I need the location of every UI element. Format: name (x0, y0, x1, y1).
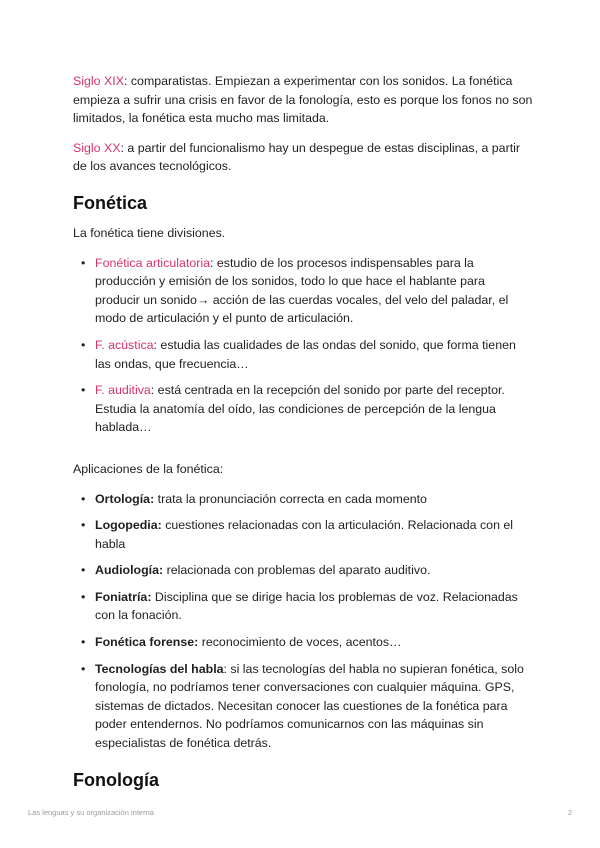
list-item: • F. auditiva: está centrada en la recepción del sonido por parte del receptor. Estudia la anatomía del oído, las condiciones de percepción de la lengua hablada… (81, 383, 505, 435)
paragraph-aplicaciones: Aplicaciones de la fonética: (73, 461, 224, 476)
list-item: • F. acústica: estudia las cualidades de las ondas del sonido, que forma tienen las ondas, que frecuencia… (81, 337, 516, 371)
list-item: • Fonética articulatoria: estudio de los procesos indispensables para la producción y emisión de los sonidos, todo lo que hace el hablante para producir un sonido→ acción de las cuerdas vocales, del velo del paladar, el modo de articulación y el punto de articulación. (81, 255, 509, 326)
bullet-icon: • (81, 661, 86, 676)
page-number: 2 (567, 808, 572, 817)
bullet-icon: • (81, 255, 86, 270)
term-siglo-xx: Siglo XX (73, 140, 121, 155)
term-siglo-xix: Siglo XIX (73, 74, 124, 88)
list-item: • Ortología: trata la pronunciación correcta en cada momento (73, 490, 533, 509)
list-item: • Audiología: relacionada con problemas del aparato auditivo. (73, 561, 533, 580)
heading-fonologia: Fonología (73, 769, 159, 790)
page-footer (28, 808, 572, 817)
bullet-icon: • (81, 518, 86, 533)
applications-list (73, 490, 533, 753)
paragraph-siglo-xix: Siglo XIX: comparatistas. Empiezan a experimentar con los sonidos. La fonética empieza a sufrir una crisis en favor de la fonología, esto es porque los fonos no son limitados, la fonética esta mucho mas limitada. (73, 74, 533, 126)
heading-fonetica: Fonética (73, 192, 148, 213)
list-item: • Logopedia: cuestiones relacionadas con la articulación. Relacionada con el habla (81, 518, 514, 551)
bullet-icon: • (81, 383, 86, 398)
list-item: • Fonética forense: reconocimiento de voces, acentos… (73, 633, 533, 652)
bullet-icon: • (81, 491, 86, 506)
footer-title: Las lenguas y su organización interna (28, 808, 154, 817)
bullet-icon: • (81, 337, 86, 352)
document-body (73, 72, 533, 801)
paragraph-divisiones: La fonética tiene divisiones. (73, 225, 226, 240)
bullet-icon: • (81, 563, 86, 578)
list-item: • Foniatría: Disciplina que se dirige hacia los problemas de voz. Relacionadas con la fonación. (81, 589, 518, 623)
bullet-icon: • (81, 589, 86, 604)
paragraph-siglo-xx: Siglo XX: a partir del funcionalismo hay un despegue de estas disciplinas, a partir de los avances tecnológicos. (73, 140, 521, 174)
list-item: • Tecnologías del habla: si las tecnologías del habla no supieran fonética, solo fonología, no podríamos tener conversaciones con cualquier máquina. GPS, sistemas de dictados. Necesitan conocer las cuestiones de la fonética para poder entendernos. No podríamos comunicarnos con las máquinas sin especialistas de fonética detrás. (81, 661, 524, 751)
bullet-icon: • (81, 635, 86, 650)
divisions-list (73, 254, 533, 437)
